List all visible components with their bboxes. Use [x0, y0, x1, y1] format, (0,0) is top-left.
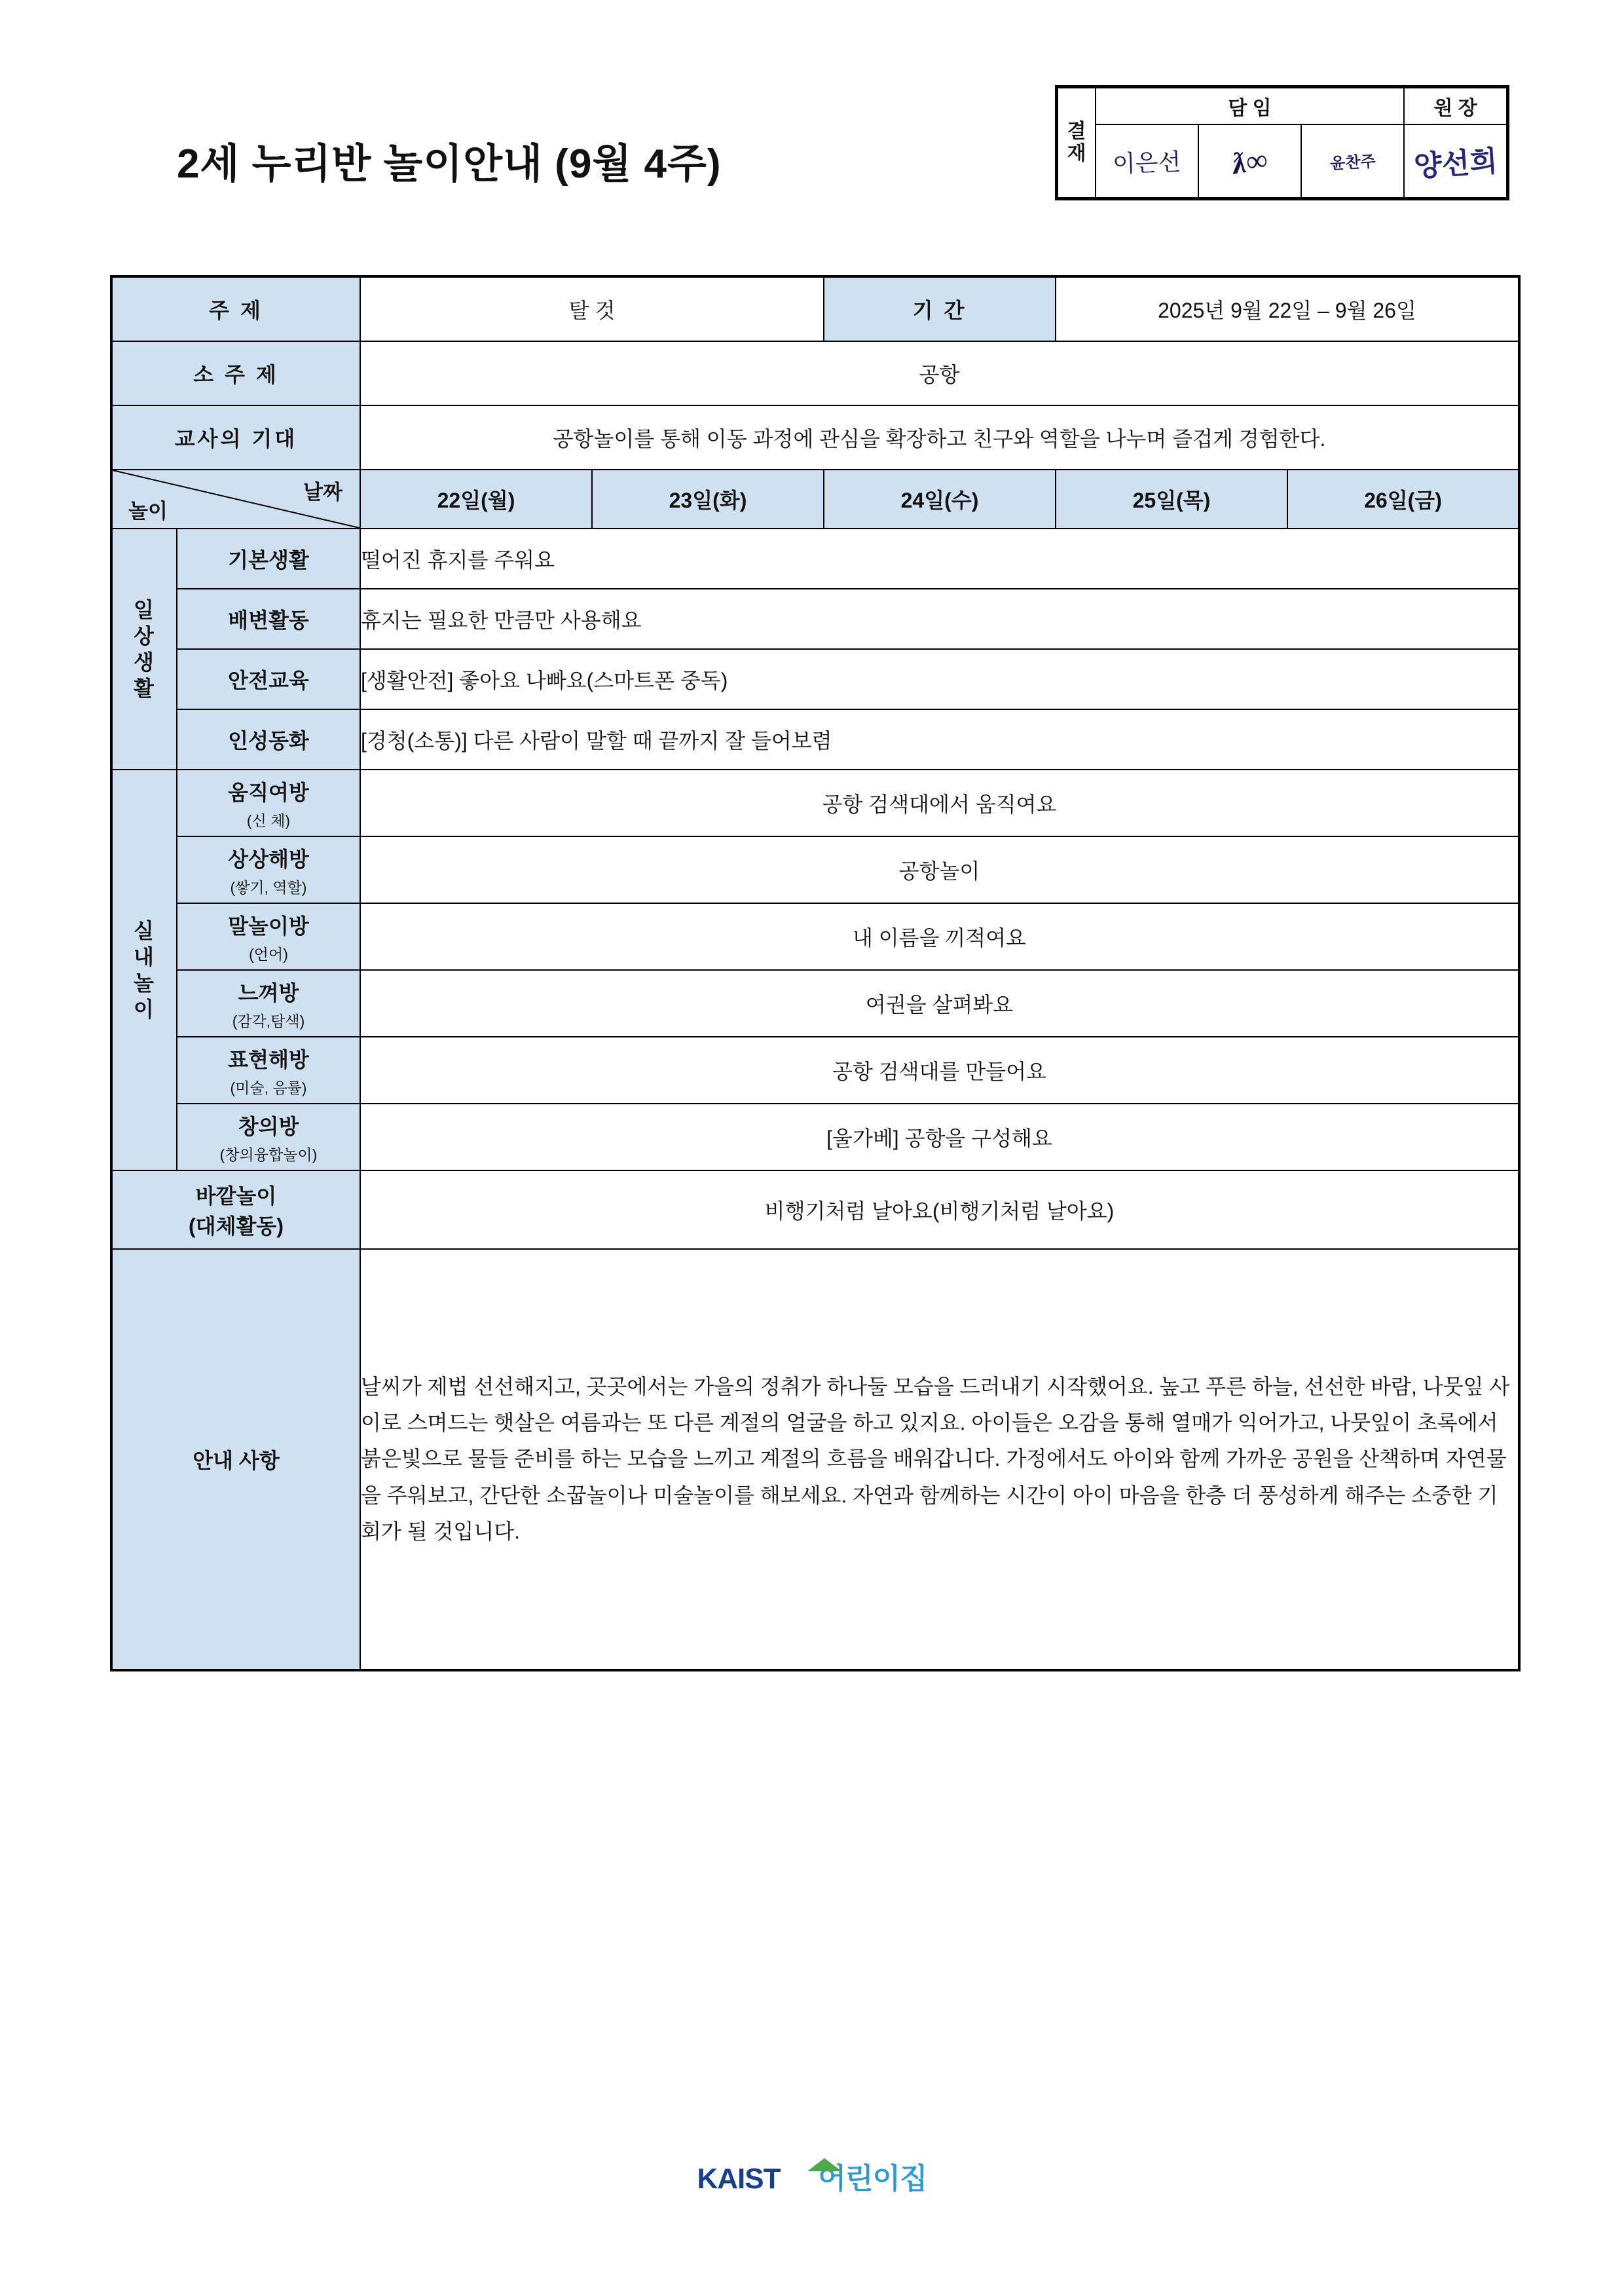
corner-label-play: 놀이 [128, 500, 168, 523]
table-row [111, 529, 1519, 589]
row-label-outdoor-line2: (대체활동) [189, 1214, 284, 1238]
row-value-imagine-room: 공항놀이 [360, 836, 1519, 903]
group-label-daily-char-4: 활 [134, 677, 155, 700]
row-label-move-room [177, 770, 360, 836]
row-value-outdoor-play: 비행기처럼 날아요(비행기처럼 날아요) [360, 1170, 1519, 1249]
group-label-daily-char-1: 일 [134, 598, 155, 622]
row-label-safety-education: 안전교육 [177, 649, 360, 709]
logo-roof-icon [807, 2158, 841, 2171]
value-notice [360, 1249, 1519, 1670]
group-label-indoor-char-1: 실 [134, 919, 155, 942]
approval-header-director: 원 장 [1404, 88, 1507, 124]
row-label-move-room-text: 움직여방 [228, 780, 309, 804]
day-header-tue: 23일(화) [592, 470, 824, 529]
row-label-creative-room-text: 창의방 [238, 1114, 299, 1138]
approval-stamp-box [1055, 85, 1509, 200]
day-header-wed: 24일(수) [824, 470, 1056, 529]
label-period: 기 간 [824, 276, 1056, 341]
group-label-indoor-char-3: 놀 [134, 971, 155, 995]
day-header-thu: 25일(목) [1056, 470, 1287, 529]
approval-signature-scribble [1198, 124, 1301, 198]
row-value-safety-education: [생활안전] 좋아요 나빠요(스마트폰 중독) [360, 649, 1519, 709]
row-label-creative-room [177, 1104, 360, 1170]
value-period: 2025년 9월 22일 – 9월 26일 [1056, 276, 1519, 341]
row-value-toilet-activity: 휴지는 필요한 만큼만 사용해요 [360, 589, 1519, 649]
group-label-daily-char-2: 상 [134, 624, 155, 648]
table-row [111, 589, 1519, 649]
row-value-move-room: 공항 검색대에서 움직여요 [360, 770, 1519, 836]
row-label-outdoor-line1: 바깥놀이 [195, 1184, 277, 1208]
row-sublabel-move-room: (신 체) [246, 812, 291, 829]
notice-paragraph: 날씨가 제법 선선해지고, 곳곳에서는 가을의 정취가 하나둘 모습을 드러내기 시작했어요. 높고 푸른 하늘, 선선한 바람, 나뭇잎 사이로 스며드는 햇살은 여름과는 또 다른 계절의 얼굴을 하고 있지요. 아이들은 오감을 통해 열매가 익어가고, 나뭇잎이 초록에서 붉은빛으로 물들 준비를 하는 모습을 느끼고 계절의 흐름을 배워갑니다. 가정에서도 아이와 함께 가까운 공원을 산책하며 자연물을 주워보고, 간단한 소꿉놀이나 미술놀이를 해보세요. 자연과 함께하는 시간이 아이 마음을 한층 더 풍성하게 해주는 소중한 기회가 될 것입니다. [361, 1375, 1510, 1543]
signature-text-teacher: 이은선 [1112, 148, 1182, 177]
label-subtopic: 소 주 제 [111, 341, 360, 405]
row-outdoor-play [111, 1170, 1519, 1249]
row-label-basic-life: 기본생활 [177, 529, 360, 589]
table-row [111, 1104, 1519, 1170]
row-topic [111, 276, 1519, 341]
table-row [111, 709, 1519, 770]
row-label-word-play-room [177, 903, 360, 970]
row-label-feel-room [177, 970, 360, 1037]
row-label-feel-room-text: 느껴방 [238, 980, 299, 1005]
table-row [111, 649, 1519, 709]
signature-text-third: 윤찬주 [1329, 153, 1376, 173]
row-value-word-play-room: 내 이름을 끼적여요 [360, 903, 1519, 970]
kaist-daycare-logo [697, 2155, 927, 2197]
table-row [111, 1037, 1519, 1104]
group-label-indoor-char-2: 내 [134, 945, 155, 969]
row-expectation [111, 405, 1519, 470]
row-label-outdoor-play [111, 1170, 360, 1249]
group-label-indoor-char-4: 이 [134, 998, 155, 1021]
document-footer [0, 2155, 1624, 2197]
row-label-imagine-room-text: 상상해방 [228, 847, 309, 871]
approval-signature-teacher [1096, 124, 1198, 198]
row-value-feel-room: 여권을 살펴봐요 [360, 970, 1519, 1037]
plan-table-wrapper [110, 275, 1518, 1671]
row-subtopic [111, 341, 1519, 405]
row-sublabel-word-play-room: (언어) [249, 945, 288, 963]
plan-table [110, 275, 1521, 1671]
approval-label-cell [1058, 88, 1096, 198]
day-header-mon: 22일(월) [360, 470, 592, 529]
approval-signature-third [1301, 124, 1404, 198]
approval-signature-row [1058, 124, 1507, 198]
group-label-daily-life [111, 529, 177, 770]
row-value-basic-life: 떨어진 휴지를 주워요 [360, 529, 1519, 589]
approval-signature-director [1404, 124, 1507, 198]
table-row [111, 903, 1519, 970]
page-title: 2세 누리반 놀이안내 (9월 4주) [177, 141, 722, 187]
corner-label-date: 날짜 [303, 481, 342, 504]
value-topic: 탈 것 [360, 276, 824, 341]
row-label-imagine-room [177, 836, 360, 903]
group-label-indoor-play [111, 770, 177, 1170]
row-notice [111, 1249, 1519, 1670]
logo-text-daycare: 어린이집 [818, 2163, 927, 2195]
value-subtopic: 공항 [360, 341, 1519, 405]
label-expectation: 교사의 기대 [111, 405, 360, 470]
document-header [0, 0, 1624, 216]
table-row [111, 770, 1519, 836]
row-sublabel-imagine-room: (쌓기, 역할) [230, 878, 307, 896]
table-row [111, 970, 1519, 1037]
row-sublabel-creative-room: (창의융합놀이) [219, 1146, 318, 1163]
day-header-fri: 26일(금) [1287, 470, 1519, 529]
row-label-character-story: 인성동화 [177, 709, 360, 770]
row-label-express-room-text: 표현해방 [228, 1047, 309, 1072]
table-row [111, 836, 1519, 903]
group-label-daily-char-3: 생 [134, 650, 155, 674]
approval-header-row [1058, 88, 1507, 124]
row-value-character-story: [경청(소통)] 다른 사람이 말할 때 끝까지 잘 들어보렴 [360, 709, 1519, 770]
corner-header-cell [111, 470, 360, 529]
signature-text-director: 양선희 [1412, 145, 1499, 183]
label-notice: 안내 사항 [111, 1249, 360, 1670]
label-topic: 주 제 [111, 276, 360, 341]
row-value-express-room: 공항 검색대를 만들어요 [360, 1037, 1519, 1104]
row-sublabel-feel-room: (감각,탐색) [232, 1012, 305, 1030]
row-value-creative-room: [울가베] 공항을 구성해요 [360, 1104, 1519, 1170]
row-days-header [111, 470, 1519, 529]
approval-label-line1: 결 [1067, 120, 1086, 142]
row-label-word-play-room-text: 말놀이방 [228, 914, 309, 938]
logo-text-kaist: KAIST [697, 2163, 781, 2195]
approval-label-line2: 재 [1067, 143, 1086, 164]
value-expectation: 공항놀이를 통해 이동 과정에 관심을 확장하고 친구와 역할을 나누며 즐겁게 경험한다. [360, 405, 1519, 470]
approval-header-teacher: 담 임 [1096, 88, 1404, 124]
row-label-express-room [177, 1037, 360, 1104]
row-sublabel-express-room: (미술, 음률) [230, 1079, 307, 1096]
row-label-toilet-activity: 배변활동 [177, 589, 360, 649]
signature-scribble-icon: ƛ∞ [1230, 142, 1270, 180]
approval-table [1057, 87, 1507, 198]
